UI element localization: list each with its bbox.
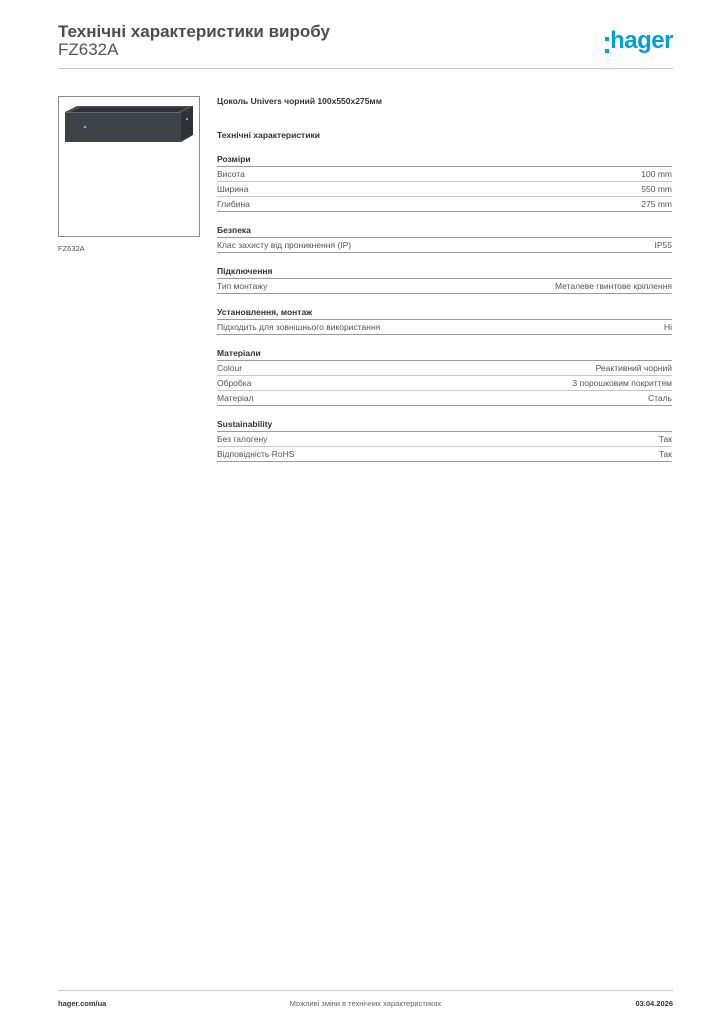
spec-label: Ширина: [217, 184, 249, 194]
spec-value: 275 mm: [641, 199, 672, 209]
spec-label: Colour: [217, 363, 243, 373]
page-footer: [58, 990, 673, 1021]
spec-value: Так: [658, 434, 672, 444]
product-code: FZ632A: [58, 40, 119, 59]
section-installation: [217, 306, 672, 335]
spec-content: [217, 95, 672, 462]
plinth-illustration: [59, 97, 199, 236]
section-sustainability: [217, 418, 672, 462]
spec-row: [217, 197, 672, 212]
spec-label: Глибина: [217, 199, 250, 209]
section-materials: [217, 347, 672, 406]
spec-label: Підходить для зовнішнього використання: [217, 322, 381, 332]
section-dimensions: [217, 153, 672, 212]
section-title: Sustainability: [217, 418, 672, 432]
section-title: Матеріали: [217, 347, 672, 361]
section-title: Установлення, монтаж: [217, 306, 672, 320]
spec-value: Сталь: [647, 393, 672, 403]
section-safety: [217, 224, 672, 253]
footer-note: Можливі зміни в технічних характеристиках: [289, 999, 442, 1008]
spec-row: [217, 182, 672, 197]
hager-logo: [605, 26, 673, 56]
spec-value: Так: [658, 449, 672, 459]
spec-value: 100 mm: [641, 169, 672, 179]
spec-value: Металеве гвинтове кріплення: [554, 281, 672, 291]
spec-label: Клас захисту від проникнення (IP): [217, 240, 352, 250]
spec-label: Відповідність RoHS: [217, 449, 295, 459]
spec-row: [217, 167, 672, 182]
spec-heading: Технічні характеристики: [217, 130, 320, 140]
spec-label: Тип монтажу: [217, 281, 268, 291]
page-header: [58, 20, 673, 69]
image-caption: FZ632A: [58, 244, 85, 253]
spec-row: [217, 432, 672, 447]
section-connection: [217, 265, 672, 294]
spec-row: [217, 238, 672, 253]
spec-row: [217, 376, 672, 391]
section-title: Розміри: [217, 153, 672, 167]
section-title: Підключення: [217, 265, 672, 279]
spec-label: Обробка: [217, 378, 252, 388]
spec-value: Ні: [663, 322, 672, 332]
spec-label: Висота: [217, 169, 245, 179]
spec-row: [217, 279, 672, 294]
product-image: [58, 96, 200, 237]
logo-text: hager: [610, 27, 673, 54]
footer-date: 03.04.2026: [635, 999, 673, 1008]
spec-row: [217, 361, 672, 376]
spec-value: Реактивний чорний: [595, 363, 672, 373]
section-title: Безпека: [217, 224, 672, 238]
spec-label: Матеріал: [217, 393, 254, 403]
spec-value: З порошковим покриттям: [572, 378, 672, 388]
spec-value: IP55: [654, 240, 672, 250]
website-link[interactable]: hager.com/ua: [58, 999, 107, 1008]
spec-label: Без галогену: [217, 434, 268, 444]
product-name: Цоколь Univers чорний 100x550x275мм: [217, 96, 382, 106]
logo-dots-icon: [605, 37, 609, 53]
spec-row: [217, 320, 672, 335]
spec-row: [217, 447, 672, 462]
spec-row: [217, 391, 672, 406]
spec-value: 550 mm: [641, 184, 672, 194]
page-title: Технічні характеристики виробу: [58, 22, 330, 41]
